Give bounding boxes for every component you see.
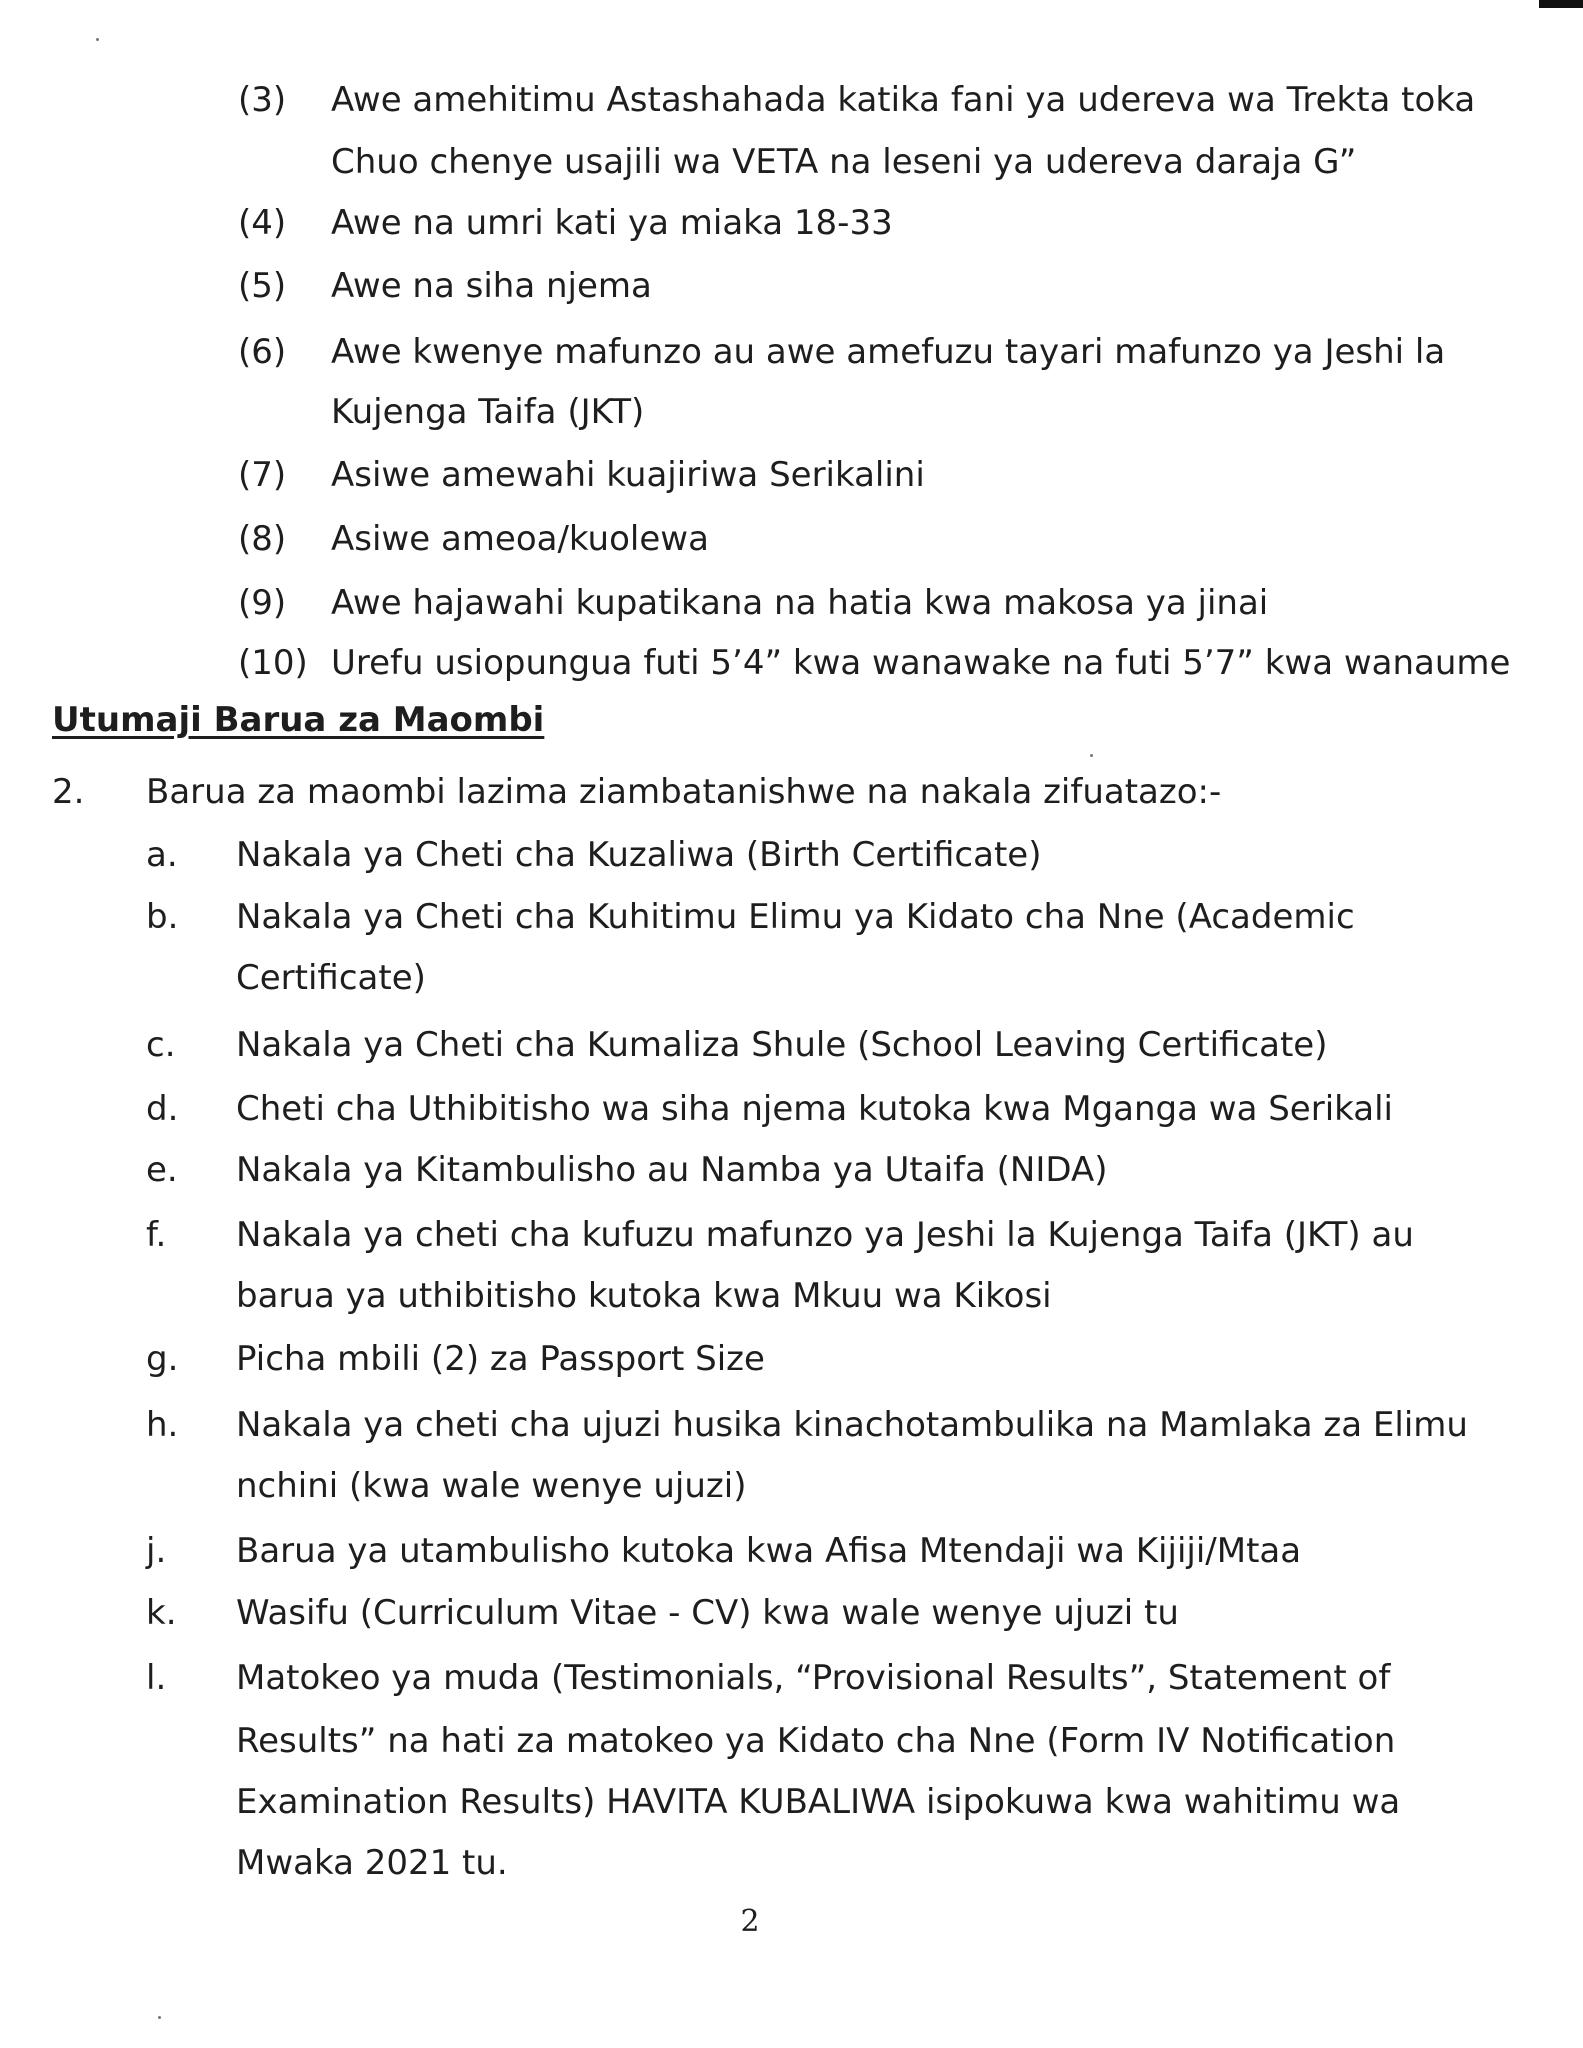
paragraph-text: Barua za maombi lazima ziambatanishwe na nakala zifuatazo:- [146,772,1222,812]
criterion-text: Urefu usiopungua futi 5’4” kwa wanawake na futi 5’7” kwa wanaume [331,643,1511,683]
document-letter: l. [146,1658,167,1698]
criterion-text: Kujenga Taifa (JKT) [331,392,645,432]
criterion-number: (3) [238,80,287,120]
criterion-text: Awe kwenye mafunzo au awe amefuzu tayari mafunzo ya Jeshi la [331,332,1446,372]
criterion-text: Chuo chenye usajili wa VETA na leseni ya udereva daraja G” [331,142,1357,182]
document-text: Matokeo ya muda (Testimonials, “Provisional Results”, Statement of [236,1658,1391,1698]
criterion-number: (7) [238,455,287,495]
scan-speck [158,2016,161,2019]
document-letter: g. [146,1339,179,1379]
document-text: Picha mbili (2) za Passport Size [236,1339,765,1379]
criterion-number: (6) [238,332,287,372]
criterion-number: (8) [238,519,287,559]
criterion-text: Awe amehitimu Astashahada katika fani ya udereva wa Trekta toka [331,80,1476,120]
document-letter: c. [146,1025,176,1065]
criterion-text: Awe na umri kati ya miaka 18-33 [331,203,893,243]
document-text: Examination Results) HAVITA KUBALIWA isipokuwa kwa wahitimu wa [236,1782,1401,1822]
section-heading: Utumaji Barua za Maombi [52,700,545,740]
document-text: Nakala ya Kitambulisho au Namba ya Utaifa (NIDA) [236,1150,1108,1190]
criterion-number: (9) [238,583,287,623]
document-letter: f. [146,1215,167,1255]
scan-speck [1090,754,1093,757]
document-text: Nakala ya Cheti cha Kumaliza Shule (School Leaving Certificate) [236,1025,1328,1065]
document-text: Nakala ya Cheti cha Kuhitimu Elimu ya Kidato cha Nne (Academic [236,897,1355,937]
document-letter: j. [146,1531,167,1571]
criterion-number: (10) [238,643,308,683]
document-letter: d. [146,1089,179,1129]
document-text: Barua ya utambulisho kutoka kwa Afisa Mtendaji wa Kijiji/Mtaa [236,1531,1302,1571]
document-text: Wasifu (Curriculum Vitae - CV) kwa wale wenye ujuzi tu [236,1593,1179,1633]
document-letter: b. [146,897,179,937]
criterion-text: Awe hajawahi kupatikana na hatia kwa makosa ya jinai [331,583,1269,623]
scan-speck [96,38,99,41]
document-text: Cheti cha Uthibitisho wa siha njema kutoka kwa Mganga wa Serikali [236,1089,1393,1129]
scan-corner-mark [1539,0,1583,8]
document-text: barua ya uthibitisho kutoka kwa Mkuu wa Kikosi [236,1276,1052,1316]
document-letter: h. [146,1405,179,1445]
page-number: 2 [740,1904,760,1939]
criterion-text: Asiwe amewahi kuajiriwa Serikalini [331,455,925,495]
document-text: Nakala ya Cheti cha Kuzaliwa (Birth Certificate) [236,835,1042,875]
document-text: Mwaka 2021 tu. [236,1843,508,1883]
document-text: Results” na hati za matokeo ya Kidato cha Nne (Form IV Notification [236,1721,1396,1761]
document-text: nchini (kwa wale wenye ujuzi) [236,1466,747,1506]
criterion-text: Asiwe ameoa/kuolewa [331,519,709,559]
document-letter: k. [146,1593,177,1633]
criterion-number: (5) [238,266,287,306]
document-letter: e. [146,1150,178,1190]
document-text: Nakala ya cheti cha ujuzi husika kinachotambulika na Mamlaka za Elimu [236,1405,1468,1445]
document-text: Certificate) [236,958,426,998]
document-letter: a. [146,835,178,875]
criterion-text: Awe na siha njema [331,266,652,306]
document-text: Nakala ya cheti cha kufuzu mafunzo ya Jeshi la Kujenga Taifa (JKT) au [236,1215,1414,1255]
criterion-number: (4) [238,203,287,243]
paragraph-number: 2. [52,772,85,812]
